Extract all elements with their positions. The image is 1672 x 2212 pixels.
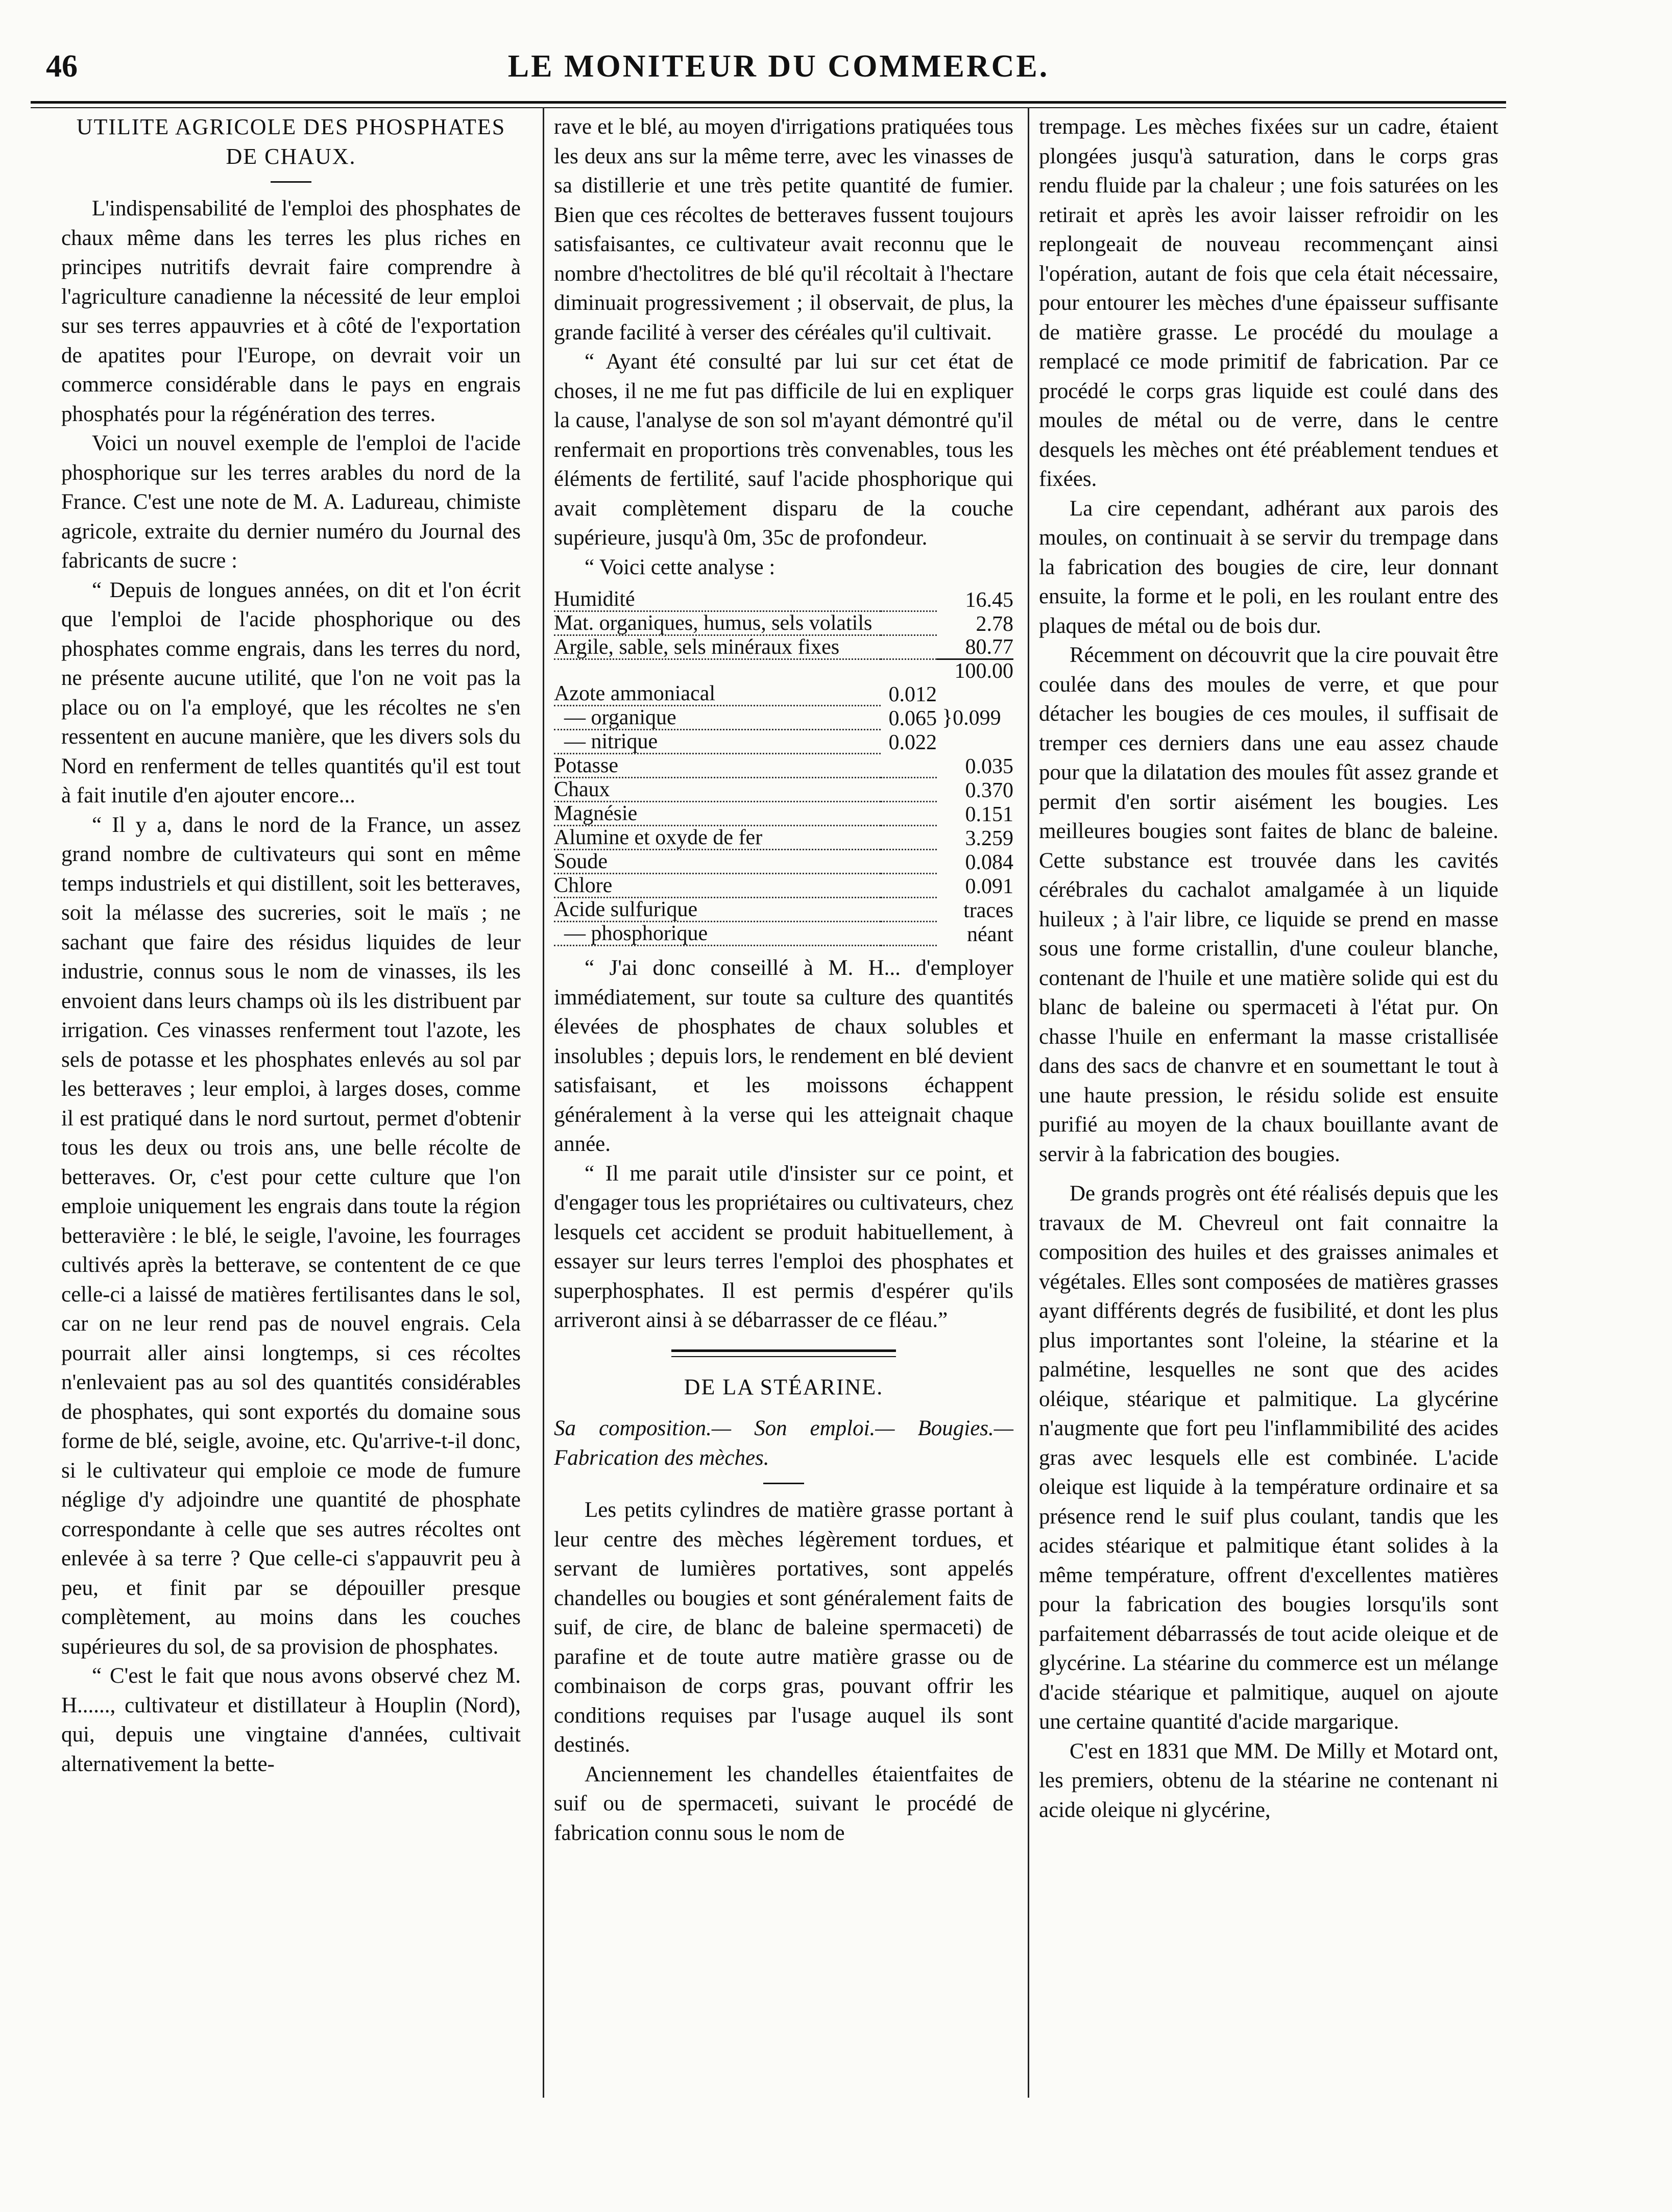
table-row <box>554 659 1013 683</box>
row-value: 0.012 <box>888 682 937 706</box>
article-title: UTILITE AGRICOLE DES PHOSPHATES DE CHAUX. <box>76 114 506 169</box>
table-row <box>554 611 1013 635</box>
page-header <box>46 48 1511 94</box>
row-label: — organique <box>554 706 881 730</box>
row-value: 2.78 <box>976 612 1013 636</box>
paragraph: “ Depuis de longues années, on dit et l'on écrit que l'emploi de l'acide phosphorique ou des phosphates comme engrais, dans les terres du nord, ne présente aucune utilité, que l'on ne voit pas la place ou on l'a employé, que les récoltes ne s'en ressentent en aucune manière, que les divers sols du Nord en renferment de telles quantités qu'il est tout à fait inutile d'en ajouter encore... <box>61 578 521 807</box>
paragraph: Les petits cylindres de matière grasse portant à leur centre des mèches légèrement tordues, et servant de lumières portatives, sont appelés chandelles ou bougies et sont généralement faits de suif, de cire, de blanc de baleine spermaceti) de parafine et de toute autre matière grasse ou de combinaison de corps gras, pouvant offrir les conditions requises par l'usage auquel ils sont destinés. <box>554 1498 1013 1757</box>
table-row <box>554 754 1013 778</box>
row-label: — phosphorique <box>554 922 937 946</box>
paragraph: “ Ayant été consulté par lui sur cet état de choses, il ne me fut pas difficile de lui en expliquer la cause, l'analyse de son sol m'ayant démontré qu'il renfermait en proportions très convenables, tous les éléments de fertilité, sauf l'acide phosphorique qui avait complètement disparu de la couche supérieure, jusqu'à 0m, 35c de profondeur. <box>554 350 1013 550</box>
paragraph: “ Voici cette analyse : <box>585 555 776 579</box>
column-divider <box>543 107 544 2098</box>
title-rule <box>763 1483 804 1484</box>
masthead: LE MONITEUR DU COMMERCE. <box>507 49 1050 84</box>
column-3 <box>1039 112 1498 1825</box>
column-1 <box>61 112 521 1779</box>
header-rule-thin <box>31 107 1506 108</box>
row-label: Humidité <box>554 588 937 611</box>
paragraph: trempage. Les mèches fixées sur un cadre, étaient plongées jusqu'à saturation, dans le corps gras rendu fluide par la chaleur ; une fois saturées on les retirait et après les avoir laisser refroidir on les replongeait de nouveau recommençant ainsi l'opération, autant de fois que cela était nécessaire, pour entourer les mèches d'une épaisseur suffisante de matière grasse. Le procédé du moulage a remplacé ce mode primitif de fabrication. Par ce procédé le corps gras liquide est coulé dans des moules de métal ou de verre, dans le centre desquels les mèches ont été préablement tendues et fixées. <box>1039 115 1498 491</box>
table-row <box>554 850 1013 874</box>
paragraph: C'est en 1831 que MM. De Milly et Motard ont, les premiers, obtenu de la stéarine ne contenant ni acide oleique ni glycérine, <box>1039 1739 1498 1822</box>
row-label: Soude <box>554 850 937 874</box>
paragraph: “ C'est le fait que nous avons observé chez M. H......, cultivateur et distillateur à Houplin (Nord), qui, depuis une vingtaine d'années, cultivait alternativement la bette- <box>61 1664 521 1776</box>
row-value: 80.77 <box>965 635 1013 659</box>
row-value: 0.065 <box>888 706 937 730</box>
column-divider <box>1028 107 1029 2098</box>
table-row <box>554 802 1013 826</box>
table-row <box>554 778 1013 802</box>
section-divider <box>671 1349 896 1357</box>
row-value: 3.259 <box>965 826 1013 850</box>
row-value: 0.035 <box>965 754 1013 778</box>
row-value: 0.084 <box>965 850 1013 874</box>
paragraph: De grands progrès ont été réalisés depuis que les travaux de M. Chevreul ont fait connaitre la composition des huiles et des graisses animales et végétales. Elles sont composées de matières grasses ayant différents degrés de fusibilité, et dont les plus plus importantes sont l'oleine, la stéarine et la palmétine, lesquelles ne sont que des acides oléique, stéarique et palmitique. La glycérine n'augmente que fort peu l'inflammibilité des acides gras avec lesquels elle est combinée. L'acide oleique est liquide à la température ordinaire et sa présence rend le suif plus coulant, tandis que les acides stéarique et palmitique étant solides à la même température, offrent d'excellentes matières pour la fabrication des bougies lorsqu'ils sont parfaitement débarrassés de tout acide oleique et de glycérine. La stéarine du commerce est un mélange d'acide stéarique et palmitique, auquel on ajoute une certaine quantité d'acide margarique. <box>1039 1182 1498 1734</box>
row-value: 16.45 <box>965 588 1013 612</box>
row-label: — nitrique <box>554 730 881 754</box>
row-label: Chaux <box>554 778 937 802</box>
paragraph: “ Il me parait utile d'insister sur ce point, et d'engager tous les propriétaires ou cultivateurs, chez lesquels cet accident se produit habituellement, à essayer sur leurs terres l'emploi des phosphates et superphosphates. Il est permis d'espérer qu'ils arriveront ainsi à se débarrasser de ce fléau.” <box>554 1161 1013 1332</box>
row-label: Magnésie <box>554 802 937 826</box>
row-value: 0.091 <box>965 874 1013 898</box>
row-label: Acide sulfurique <box>554 898 937 922</box>
paragraph: La cire cependant, adhérant aux parois des moules, on continuait à se servir du trempage dans la fabrication des bougies de cire, leur donnant ensuite, la forme et le poli, en les roulant entre des plaques de métal ou de bois dur. <box>1039 496 1498 638</box>
row-value: traces <box>963 898 1013 922</box>
title-rule <box>271 181 311 183</box>
row-value: 0.370 <box>965 778 1013 802</box>
row-label: Azote ammoniacal <box>554 682 881 706</box>
paragraph: rave et le blé, au moyen d'irrigations pratiquées tous les deux ans sur la même terre, avec les vinasses de sa distillerie et une très petite quantité de fumier. Bien que ces récoltes de betteraves fussent toujours satisfaisantes, ce cultivateur avait reconnu que le nombre d'hectolitres de blé qu'il récoltait à l'hectare diminuait progressivement ; il observait, de plus, la grande facilité à verser des céréales qu'il cultivait. <box>554 115 1013 345</box>
row-label: Chlore <box>554 874 937 898</box>
table-row <box>554 874 1013 898</box>
paragraph: “ Il y a, dans le nord de la France, un assez grand nombre de cultivateurs qui sont en même temps industriels et qui distillent, soit les betteraves, soit la mélasse des sucreries, soit le maïs ; ne sachant que faire des résidus liquides de leur industrie, connus sous le nom de vinasses, ils les envoient dans leurs champs où ils les distribuent par irrigation. Ces vinasses renferment tout l'azote, les sels de potasse et les phosphates enlevés au sol par les betteraves ; leur emploi, à larges doses, comme il est pratiqué dans le nord surtout, permet d'obtenir tous les deux ou trois ans, une belle récolte de betteraves. Or, c'est pour cette culture que l'on emploie uniquement les engrais dans toute la région betteravière : le blé, le seigle, l'avoine, les fourrages cultivés après la betterave, se contentent de ce que celle-ci a laissé de matières fertilisantes dans le sol, car on ne leur rend pas de nouvel engrais. Cela pourrait aller ainsi longtemps, si ces récoltes n'enlevaient pas au sol des quantités considérables de phosphates, qui sont exportés du domaine sous forme de blé, seigle, avoine, etc. Qu'arrive-t-il donc, si le cultivateur qui emploie ce mode de fumure néglige d'y adjoindre une quantité de phosphate correspondante à celle que ses autres récoltes ont enlevée à sa terre ? Que celle-ci s'appauvrit peu à peu, et finit par se dépouiller presque complètement, au moins dans les couches supérieures du sol, de sa provision de phosphates. <box>61 813 521 1659</box>
table-row <box>554 898 1013 922</box>
table-row <box>554 635 1013 659</box>
brace-icon: } <box>942 705 953 730</box>
row-value: 0.022 <box>888 730 937 754</box>
table-row <box>554 826 1013 850</box>
row-label: Potasse <box>554 754 937 778</box>
row-value: 0.151 <box>965 802 1013 826</box>
paragraph: “ J'ai donc conseillé à M. H... d'employer immédiatement, sur toute sa culture des quantités élevées de phosphates de chaux solubles et insolubles ; depuis lors, le rendement en blé devient satisfaisant, et les moissons échappent généralement à la verse qui les atteignait chaque année. <box>554 956 1013 1156</box>
header-rule <box>31 101 1506 104</box>
soil-analysis-table <box>554 588 1013 946</box>
row-label: Alumine et oxyde de fer <box>554 826 937 850</box>
paragraph: Anciennement les chandelles étaientfaites de suif ou de spermaceti, suivant le procédé de fabrication connu sous le nom de <box>554 1762 1013 1845</box>
azote-total: 0.099 <box>953 706 1001 730</box>
page-number: 46 <box>46 49 78 84</box>
row-label: Argile, sable, sels minéraux fixes <box>554 635 937 659</box>
paragraph: Voici un nouvel exemple de l'emploi de l'acide phosphorique sur les terres arables du nord de la France. C'est une note de M. A. Ladureau, chimiste agricole, extraite du dernier numéro du Journal des fabricants de sucre : <box>61 431 521 573</box>
paragraph: Récemment on découvrit que la cire pouvait être coulée dans des moules de verre, et que pour détacher les bougies de ces moules, il suffisait de tremper ces derniers dans une eau assez chaude pour que la dilatation des moules fût assez grande et permit d'en sortir aisément les bougies. Les meilleures bougies sont faites de blanc de baleine. Cette substance est trouvée dans les cavités cérébrales du cachalot amalgamée à un liquide huileux ; à l'air libre, ce liquide se prend en masse sous une forme cristallin, d'une couleur blanche, contenant de l'huile et une matière solide qui est du blanc de baleine ou spermaceti à l'état pur. On chasse l'huile en enfermant la masse cristallisée dans des sacs de chanvre et en soumettant le tout à une haute pression, le résidu solide est ensuite purifié au moyen de la chaux bouillante avant de servir à la fabrication des bougies. <box>1039 643 1498 1166</box>
total-value: 100.00 <box>937 659 1013 683</box>
table-row <box>554 922 1013 946</box>
paragraph: L'indispensabilité de l'emploi des phosphates de chaux même dans les terres les plus riches en principes nutritifs devrait faire comprendre à l'agriculture canadienne la nécessité de leur emploi sur ses terres appauvries et à côté de l'exportation de apatites pour l'Europe, on devrait voir un commerce considérable dans le pays en engrais phosphatés pour la régénération des terres. <box>61 196 521 426</box>
row-value: néant <box>967 922 1013 946</box>
row-label: Mat. organiques, humus, sels volatils <box>554 611 937 635</box>
article-title: DE LA STÉARINE. <box>684 1374 884 1399</box>
table-row <box>554 682 1013 706</box>
column-2 <box>554 112 1013 1848</box>
article-subtitle: Sa composition.— Son emploi.— Bougies.— Fabrication des mèches. <box>554 1416 1013 1470</box>
table-row <box>554 588 1013 611</box>
